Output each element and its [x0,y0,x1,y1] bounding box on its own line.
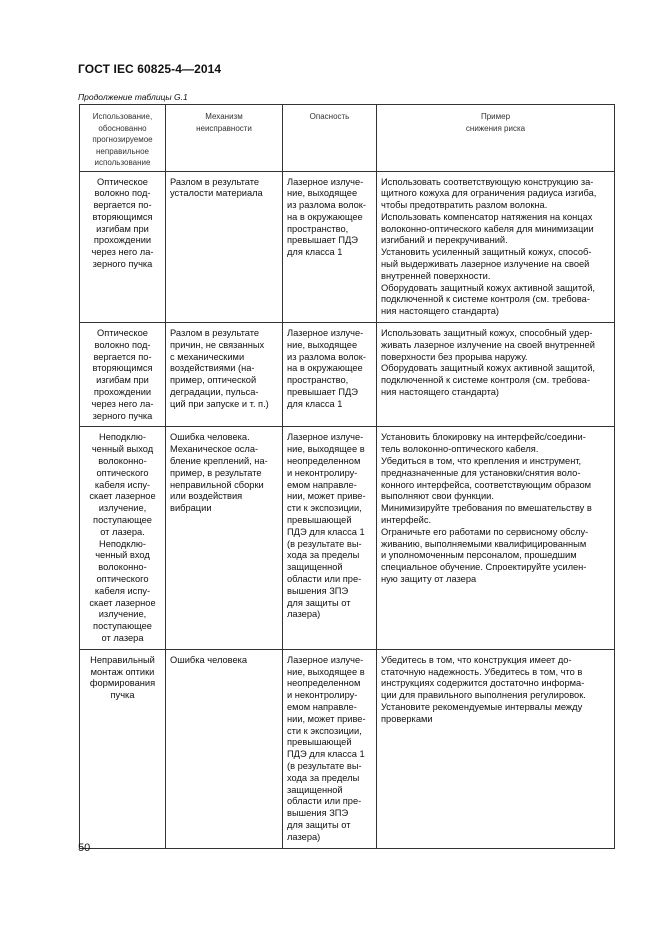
header-mitigation: Пример снижения риска [377,105,615,172]
table-row [80,171,615,323]
cell-mechanism: Ошибка человека [166,649,283,848]
cell-hazard: Лазерное излуче- ние, выходящее из разлома волок- на в окружающее пространство, превышает ПДЭ для класса 1 [283,323,377,427]
cell-mechanism: Разлом в результате причин, не связанных с механическими воздействиями (на- пример, оптической деградации, пульса- ций при запуске и т. п.) [166,323,283,427]
cell-mitigation: Убедитесь в том, что конструкция имеет до- статочную надежность. Убедитесь в том, что в инструкциях содержится достаточно информа- ции для правильного выполнения регулировок. Установите рекомендуемые интервалы между проверками [377,649,615,848]
cell-mechanism: Разлом в результате усталости материала [166,171,283,323]
header-hazard: Опасность [283,105,377,172]
cell-use: Оптическое волокно под- вергается по- вторяющимся изгибам при прохождении через него ла- зерного пучка [80,171,166,323]
cell-use: Неподклю- ченный выход волоконно- оптического кабеля испу- скает лазерное излучение, поступающее от лазера. Неподклю- ченный вход волоконно- оптического кабеля испу- скает лазерное излучение, поступающее от лазера [80,427,166,649]
document-title: ГОСТ IEC 60825-4—2014 [78,62,222,76]
cell-mitigation: Установить блокировку на интерфейс/соедини- тель волоконно-оптического кабеля. Убедиться в том, что крепления и инструмент, предназначенные для установки/снятия воло- конного интерфейса, соответствующим образом выполняют свои функции. Минимизируйте требования по вмешательству в интерфейс. Ограничьте его работами по сервисному обслу- живанию, выполняемыми квалифицированным и уполномоченным персоналом, прошедшим специальное обучение. Спроектируйте усилен- ную защиту от лазера [377,427,615,649]
cell-mitigation: Использовать защитный кожух, способный удер- живать лазерное излучение на своей внутренней поверхности без прорыва наружу. Оборудовать защитный кожух активной защитой, подключенной к системе контроля (см. требова- ния настоящего стандарта) [377,323,615,427]
header-use: Использование, обоснованно прогнозируемое неправильное использование [80,105,166,172]
table-row [80,323,615,427]
table-header-row [80,105,615,172]
page-number: 50 [78,842,91,854]
table-caption: Продолжение таблицы G.1 [78,92,188,102]
table-row [80,649,615,848]
cell-mitigation: Использовать соответствующую конструкцию за- щитного кожуха для ограничения радиуса изгиба, чтобы предотвратить разлом волокна. Использовать компенсатор натяжения на концах волоконно-оптического кабеля для минимизации изгибаний и перекручиваний. Установить усиленный защитный кожух, способ- ный выдерживать лазерное излучение на своей внутренней поверхности. Оборудовать защитный кожух активной защитой, подключенной к системе контроля (см. требова- ния настоящего стандарта) [377,171,615,323]
header-mechanism: Механизм неисправности [166,105,283,172]
cell-use: Оптическое волокно под- вергается по- вторяющимся изгибам при прохождении через него ла- зерного пучка [80,323,166,427]
cell-hazard: Лазерное излуче- ние, выходящее в неопределенном и неконтролиру- емом направле- нии, может приве- сти к экспозиции, превышающей ПДЭ для класса 1 (в результате вы- хода за пределы защищенной области или пре- вышения ЗПЭ для защиты от лазера) [283,649,377,848]
cell-hazard: Лазерное излуче- ние, выходящее в неопределенном и неконтролиру- емом направле- нии, может приве- сти к экспозиции, превышающей ПДЭ для класса 1 (в результате вы- хода за пределы защищенной области или пре- вышения ЗПЭ для защиты от лазера) [283,427,377,649]
risk-table [79,104,615,849]
cell-use: Неправильный монтаж оптики формирования пучка [80,649,166,848]
table-row [80,427,615,649]
cell-mechanism: Ошибка человека. Механическое осла- бление креплений, на- пример, в результате неправильной сборки или воздействия вибрации [166,427,283,649]
cell-hazard: Лазерное излуче- ние, выходящее из разлома волок- на в окружающее пространство, превышает ПДЭ для класса 1 [283,171,377,323]
